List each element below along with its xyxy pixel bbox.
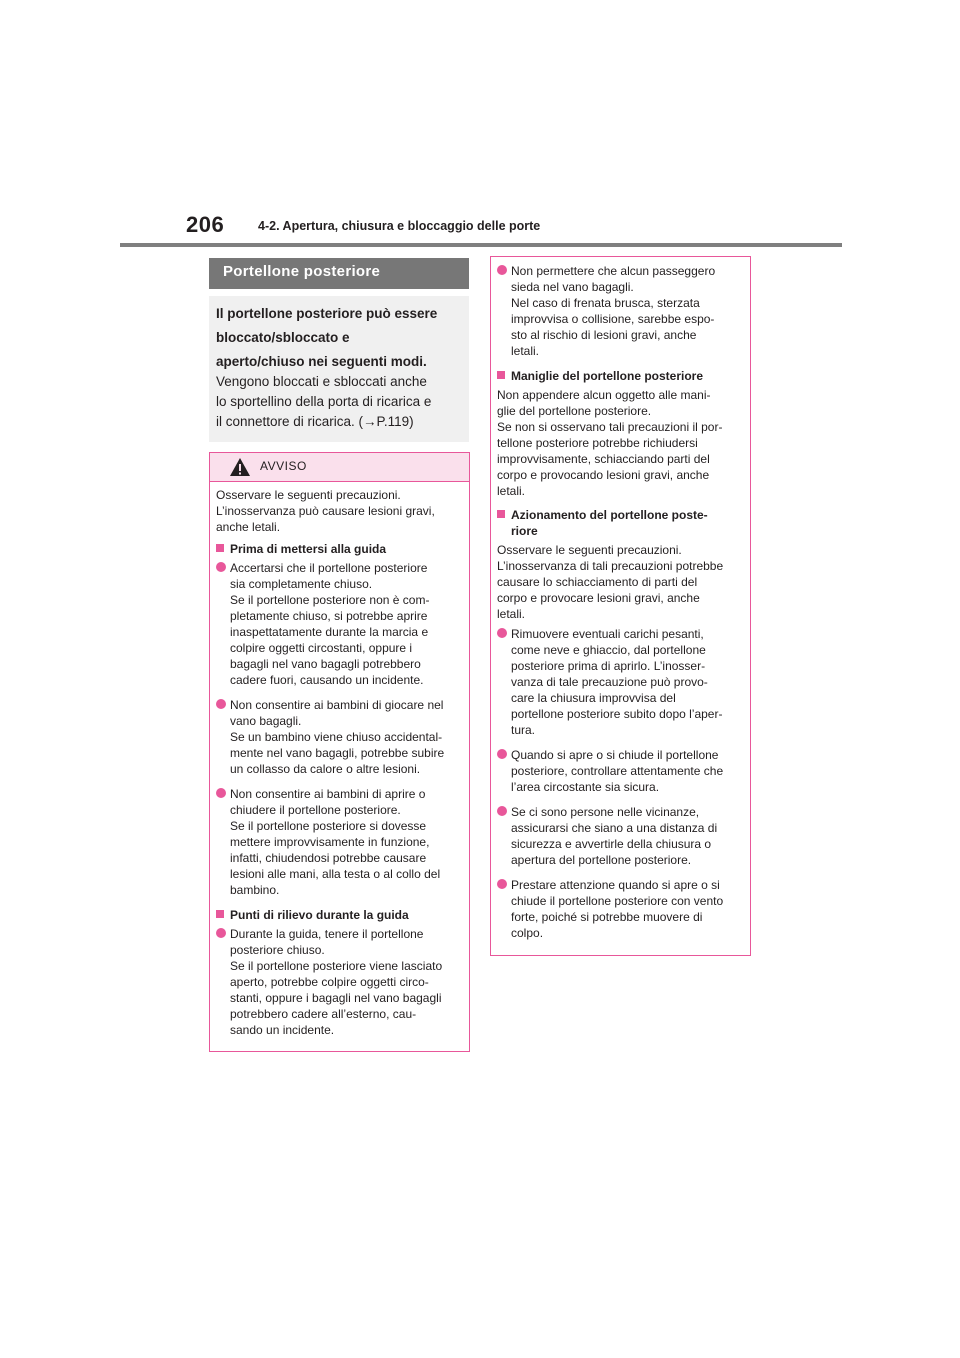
text-line: corpo e provocare lesioni gravi, anche	[497, 591, 700, 605]
page-title: Portellone posteriore	[223, 263, 381, 280]
text-line: vano bagagli.	[230, 714, 302, 728]
text-line: Vengono bloccati e sbloccati anche	[216, 374, 427, 389]
list-item	[216, 560, 466, 688]
text-line: colpo.	[511, 926, 544, 940]
intro-box	[209, 296, 469, 442]
text-line: forte, poiché si potrebbe muovere di	[511, 910, 703, 924]
square-bullet-icon	[497, 371, 505, 379]
text-line: Azionamento del portellone poste-	[511, 508, 708, 522]
text-line: infatti, chiudendosi potrebbe causare	[230, 851, 427, 865]
text-line: portellone posteriore subito dopo l’aper-	[511, 707, 723, 721]
warning-body-right	[497, 263, 747, 950]
text-line: potrebbero cadere all’esterno, cau-	[230, 1007, 417, 1021]
text-line: posteriore prima di aprirlo. L’inosser-	[511, 659, 706, 673]
text-line: corpo e provocando lesioni gravi, anche	[497, 468, 710, 482]
warning-header	[210, 453, 469, 482]
text-line: Quando si apre o si chiude il portellone	[511, 748, 719, 762]
text-line: bambino.	[230, 883, 280, 897]
text-line: Se un bambino viene chiuso accidental-	[230, 730, 443, 744]
warning-intro	[216, 487, 466, 535]
text-line: Se ci sono persone nelle vicinanze,	[511, 805, 700, 819]
warning-body-left	[216, 487, 466, 1047]
text-line: bagagli nel vano bagagli potrebbero	[230, 657, 421, 671]
text-line: bloccato/sbloccato e	[216, 330, 350, 345]
list-item	[216, 786, 466, 898]
text-line: posteriore, controllare attentamente che	[511, 764, 724, 778]
warning-box-right	[490, 256, 751, 956]
text-line: glie del portellone posteriore.	[497, 404, 652, 418]
text-line: stanti, oppure i bagagli nel vano bagagli	[230, 991, 442, 1005]
text-line: improvvisa o collisione, sarebbe espo-	[511, 312, 715, 326]
text-line: colpire oggetti circostanti, oppure i	[230, 641, 413, 655]
text-line: Se il portellone posteriore si dovesse	[230, 819, 427, 833]
bullet-icon	[497, 749, 507, 759]
text-line: Maniglie del portellone posteriore	[511, 369, 704, 383]
text-line: l’area circostante sia sicura.	[511, 780, 660, 794]
subheading	[216, 541, 466, 557]
text-line: Se il portellone posteriore viene lasciato	[230, 959, 443, 973]
text-line: Prestare attenzione quando si apre o si	[511, 878, 720, 892]
subheading	[216, 907, 466, 923]
bullet-icon	[497, 806, 507, 816]
text-line: aperto/chiuso nei seguenti modi.	[216, 354, 427, 369]
text-line: Durante la guida, tenere il portellone	[230, 927, 424, 941]
text-line: tura.	[511, 723, 536, 737]
square-bullet-icon	[497, 510, 505, 518]
text-line: Accertarsi che il portellone posteriore	[230, 561, 428, 575]
list-item	[497, 626, 747, 738]
bullet-icon	[216, 562, 226, 572]
text-line: sto al rischio di lesioni gravi, anche	[511, 328, 697, 342]
list-item	[216, 926, 466, 1038]
text-line: Osservare le seguenti precauzioni.	[497, 543, 682, 557]
text-line: inaspettatamente durante la marcia e	[230, 625, 429, 639]
warning-triangle-icon	[229, 457, 251, 477]
text-line: Non permettere che alcun passeggero	[511, 264, 716, 278]
bullet-icon	[497, 628, 507, 638]
text-line: il connettore di ricarica. (→P.119)	[216, 414, 414, 429]
warning-box-left	[209, 452, 470, 1052]
text-line: improvvisamente, schiacciando parti del	[497, 452, 710, 466]
text-line: come neve e ghiaccio, dal portellone	[511, 643, 706, 657]
text-line: Se non si osservano tali precauzioni il por-	[497, 420, 723, 434]
text-line: assicurarsi che siano a una distanza di	[511, 821, 718, 835]
text-line: apertura del portellone posteriore.	[511, 853, 692, 867]
text-line: aperto, potrebbe colpire oggetti circo-	[230, 975, 429, 989]
bullet-icon	[497, 265, 507, 275]
list-item	[216, 697, 466, 777]
text-line: Non appendere alcun oggetto alle mani-	[497, 388, 711, 402]
intro-normal-text	[216, 372, 464, 432]
text-line: Rimuovere eventuali carichi pesanti,	[511, 627, 704, 641]
title-bar	[209, 258, 469, 289]
text-line: riore	[511, 524, 538, 538]
paragraph	[497, 542, 747, 622]
text-line: lesioni alle mani, alla testa o al collo del	[230, 867, 441, 881]
subheading	[497, 368, 747, 384]
text-line: tellone posteriore potrebbe richiudersi	[497, 436, 698, 450]
section-title: 4-2. Apertura, chiusura e bloccaggio delle porte	[258, 219, 541, 233]
text-line: lo sportellino della porta di ricarica e	[216, 394, 432, 409]
text-line: Il portellone posteriore può essere	[216, 306, 438, 321]
text-line: L’inosservanza di tali precauzioni potrebbe	[497, 559, 724, 573]
text-line: un collasso da calore o altre lesioni.	[230, 762, 421, 776]
text-line: Se il portellone posteriore non è com-	[230, 593, 430, 607]
bullet-icon	[216, 699, 226, 709]
text-line: sicurezza e avvertirle della chiusura o	[511, 837, 712, 851]
square-bullet-icon	[216, 910, 224, 918]
header-rule	[120, 243, 842, 247]
text-line: chiudere il portellone posteriore.	[230, 803, 401, 817]
intro-bold-text	[216, 302, 464, 374]
page-number: 206	[186, 212, 225, 237]
bullet-icon	[497, 879, 507, 889]
bullet-icon	[216, 788, 226, 798]
subheading	[497, 507, 747, 539]
text-line: care la chiusura improvvisa del	[511, 691, 676, 705]
text-line: mettere improvvisamente in funzione,	[230, 835, 430, 849]
text-line: sieda nel vano bagagli.	[511, 280, 634, 294]
warning-label: AVVISO	[260, 459, 307, 473]
text-line: letali.	[511, 344, 540, 358]
paragraph	[497, 387, 747, 499]
text-line: Punti di rilievo durante la guida	[230, 908, 409, 922]
list-item	[497, 877, 747, 941]
list-item	[497, 747, 747, 795]
text-line: mente nel vano bagagli, potrebbe subire	[230, 746, 445, 760]
text-line: L’inosservanza può causare lesioni gravi,	[216, 504, 435, 518]
text-line: Prima di mettersi alla guida	[230, 542, 387, 556]
text-line: letali.	[497, 607, 526, 621]
text-line: Non consentire ai bambini di aprire o	[230, 787, 426, 801]
square-bullet-icon	[216, 544, 224, 552]
text-line: Nel caso di frenata brusca, sterzata	[511, 296, 700, 310]
text-line: pletamente chiuso, si potrebbe aprire	[230, 609, 428, 623]
text-line: sando un incidente.	[230, 1023, 335, 1037]
text-line: causare lo schiacciamento di parti del	[497, 575, 698, 589]
text-line: cadere fuori, causando un incidente.	[230, 673, 424, 687]
text-line: anche letali.	[216, 520, 281, 534]
text-line: sia completamente chiuso.	[230, 577, 373, 591]
list-item	[497, 804, 747, 868]
bullet-icon	[216, 928, 226, 938]
text-line: vanza di tale precauzione può provo-	[511, 675, 708, 689]
text-line: Osservare le seguenti precauzioni.	[216, 488, 401, 502]
text-line: chiude il portellone posteriore con vento	[511, 894, 724, 908]
text-line: Non consentire ai bambini di giocare nel	[230, 698, 444, 712]
text-line: posteriore chiuso.	[230, 943, 325, 957]
list-item	[497, 263, 747, 359]
text-line: letali.	[497, 484, 526, 498]
